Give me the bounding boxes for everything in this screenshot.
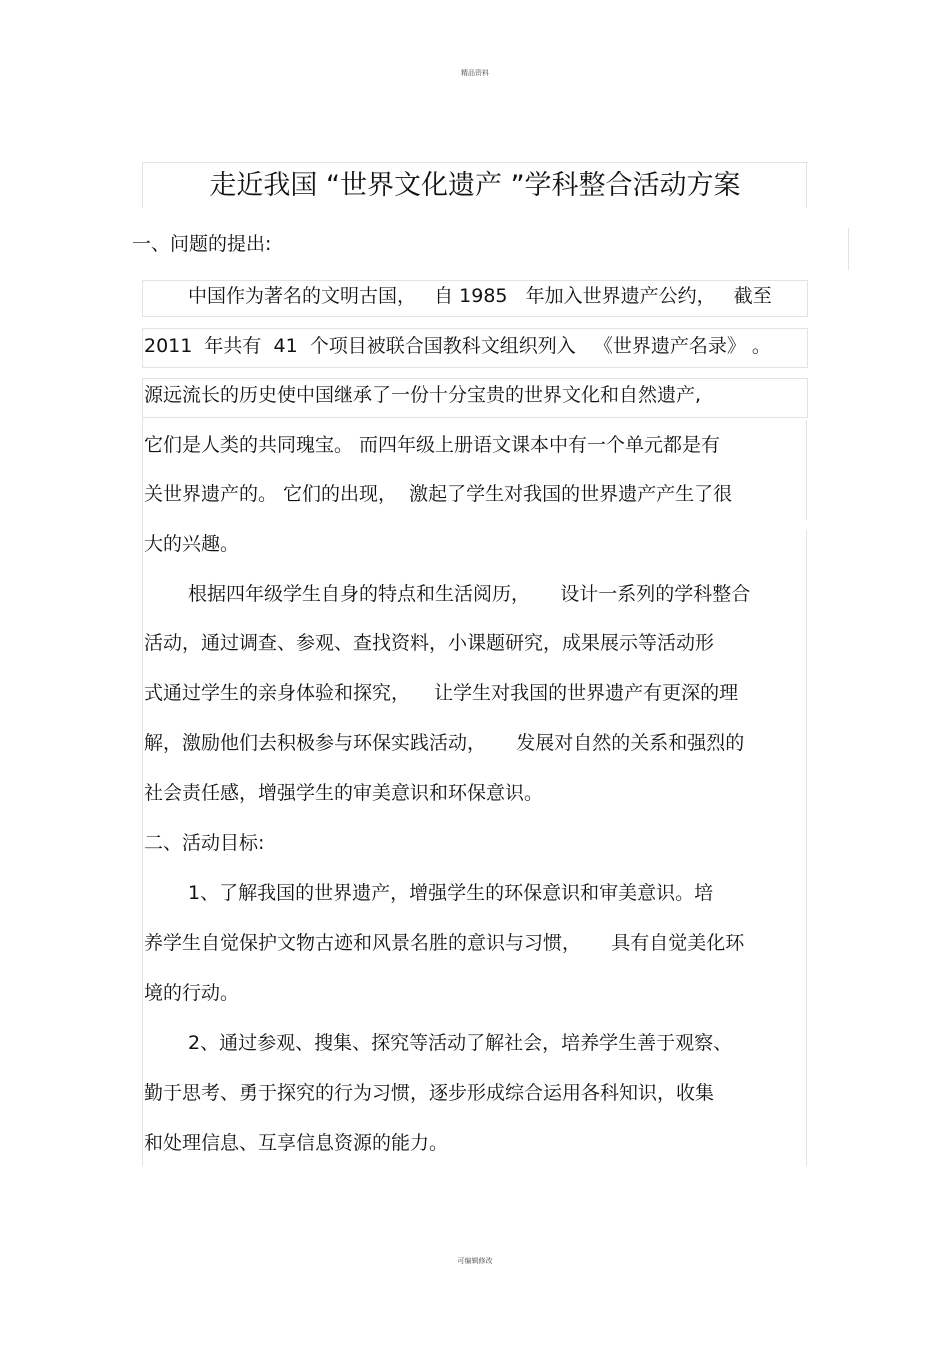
frame-line bbox=[806, 530, 807, 1166]
goal-line: 和处理信息、互享信息资源的能力。 bbox=[144, 1132, 449, 1154]
paragraph-line: 中国作为著名的文明古国， 自 1985 年加入世界遗产公约， 截至 bbox=[188, 285, 772, 307]
goal-line: 境的行动。 bbox=[144, 982, 240, 1004]
frame-line bbox=[848, 228, 849, 270]
frame-line bbox=[806, 162, 807, 208]
paragraph-line: 2011 年共有 41 个项目被联合国教科文组织列入 《世界遗产名录》 。 bbox=[144, 335, 771, 357]
footer-note: 可编辑修改 bbox=[457, 1257, 493, 1265]
paragraph-line: 它们是人类的共同瑰宝。 而四年级上册语文课本中有一个单元都是有 bbox=[144, 434, 721, 456]
goal-line: 2、通过参观、搜集、探究等活动了解社会，培养学生善于观察、 bbox=[188, 1032, 733, 1054]
section-heading: 一、问题的提出: bbox=[132, 233, 272, 255]
goal-line: 养学生自觉保护文物古迹和风景名胜的意识与习惯， 具有自觉美化环 bbox=[144, 932, 745, 954]
paragraph-line: 大的兴趣。 bbox=[144, 533, 240, 555]
paragraph-line: 式通过学生的亲身体验和探究， 让学生对我国的世界遗产有更深的理 bbox=[144, 682, 739, 704]
section-heading: 二、活动目标: bbox=[144, 832, 265, 854]
goal-line: 1、了解我国的世界遗产，增强学生的环保意识和审美意识。培 bbox=[188, 882, 714, 904]
paragraph-line: 解，激励他们去积极参与环保实践活动， 发展对自然的关系和强烈的 bbox=[144, 732, 745, 754]
paragraph-line: 社会责任感，增强学生的审美意识和环保意识。 bbox=[144, 782, 544, 804]
frame-line bbox=[806, 420, 807, 520]
header-note: 精品资料 bbox=[461, 69, 489, 77]
document-title: 走近我国 “世界文化遗产 ”学科整合活动方案 bbox=[142, 162, 808, 209]
frame-line bbox=[142, 162, 143, 208]
paragraph-line: 活动，通过调查、参观、查找资料，小课题研究，成果展示等活动形 bbox=[144, 632, 715, 654]
paragraph-line: 关世界遗产的。 它们的出现， 激起了学生对我国的世界遗产产生了很 bbox=[144, 483, 733, 505]
paragraph-line: 根据四年级学生自身的特点和生活阅历， 设计一系列的学科整合 bbox=[188, 583, 751, 605]
paragraph-line: 源远流长的历史使中国继承了一份十分宝贵的世界文化和自然遗产, bbox=[144, 384, 702, 406]
goal-line: 勤于思考、勇于探究的行为习惯，逐步形成综合运用各科知识，收集 bbox=[144, 1082, 715, 1104]
frame-line bbox=[142, 378, 143, 1166]
